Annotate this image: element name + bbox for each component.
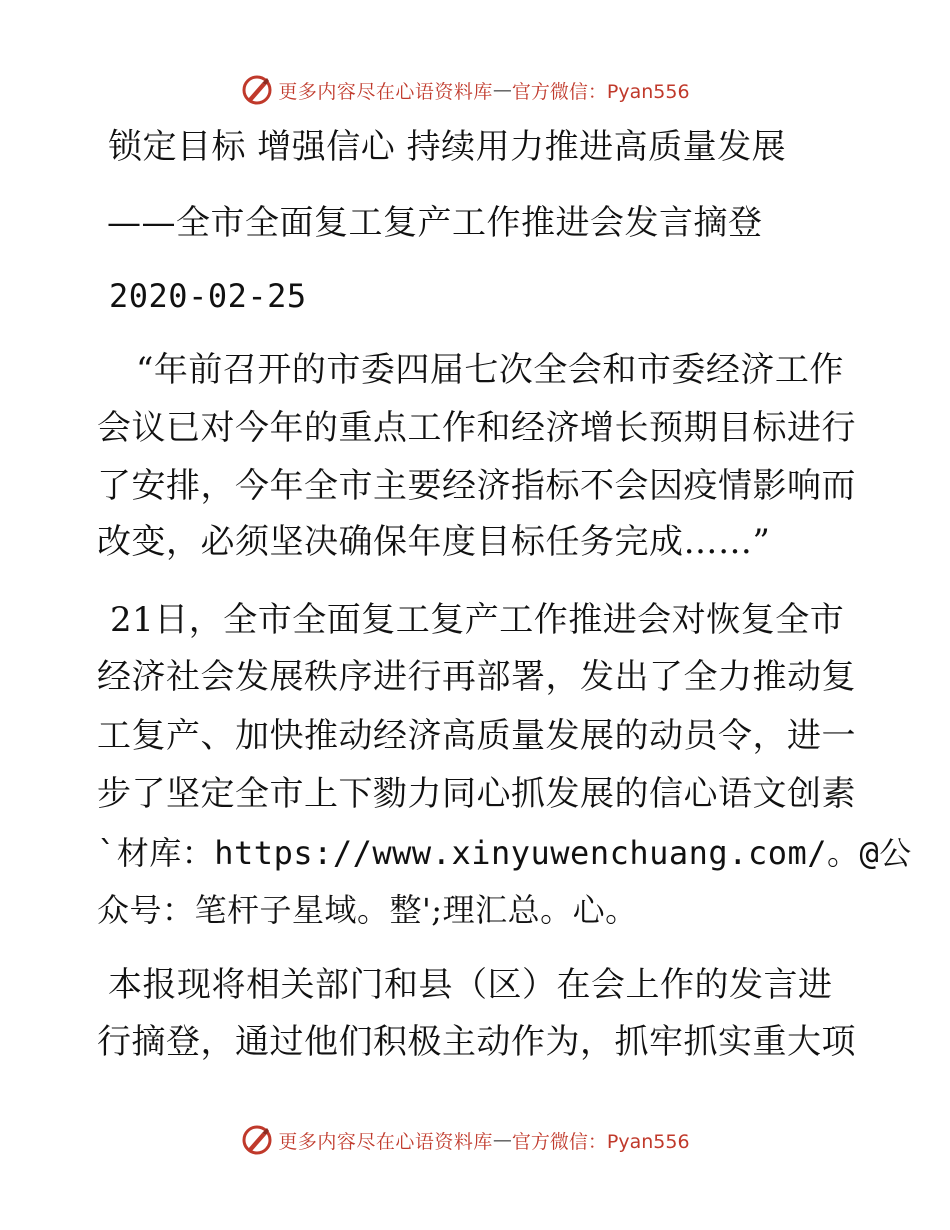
body-line: 步了坚定全市上下勠力同心抓发展的信心语文创素 <box>97 774 856 814</box>
watermark-separator: — <box>492 1129 512 1151</box>
body-line: 众号：笔杆子星域。整';理汇总。心。 <box>97 891 638 929</box>
watermark-separator: — <box>492 79 512 101</box>
watermark-wechat: 官方微信：Pyan556 <box>511 80 690 103</box>
article-date: 2020-02-25 <box>109 277 307 315</box>
pen-circle-logo-icon <box>240 73 274 107</box>
body-line: 行摘登，通过他们积极主动作为，抓牢抓实重大项 <box>97 1022 856 1062</box>
article-subtitle: ——全市全面复工复产工作推进会发言摘登 <box>107 203 763 243</box>
pen-circle-logo-icon <box>240 1123 274 1157</box>
body-line: 了安排，今年全市主要经济指标不会因疫情影响而 <box>97 466 856 506</box>
body-line-url: `材库：https://www.xinyuwenchuang.com/。@公 <box>97 834 912 872</box>
body-line: 改变，必须坚决确保年度目标任务完成……” <box>97 522 771 562</box>
body-line: 会议已对今年的重点工作和经济增长预期目标进行 <box>97 408 856 448</box>
watermark-wechat: 官方微信：Pyan556 <box>511 1130 690 1153</box>
watermark-text: 更多内容尽在心语资料库 <box>278 1130 493 1153</box>
body-line: 21日，全市全面复工复产工作推进会对恢复全市 <box>110 600 845 640</box>
header-watermark <box>0 70 950 110</box>
footer-watermark <box>0 1120 950 1160</box>
watermark-text: 更多内容尽在心语资料库 <box>278 80 493 103</box>
body-line: 本报现将相关部门和县（区）在会上作的发言进 <box>108 965 833 1005</box>
body-line: “年前召开的市委四届七次全会和市委经济工作 <box>136 350 844 390</box>
body-line: 工复产、加快推动经济高质量发展的动员令，进一 <box>97 716 856 756</box>
article-title: 锁定目标 增强信心 持续用力推进高质量发展 <box>108 127 787 167</box>
body-line: 经济社会发展秩序进行再部署，发出了全力推动复 <box>97 657 856 697</box>
